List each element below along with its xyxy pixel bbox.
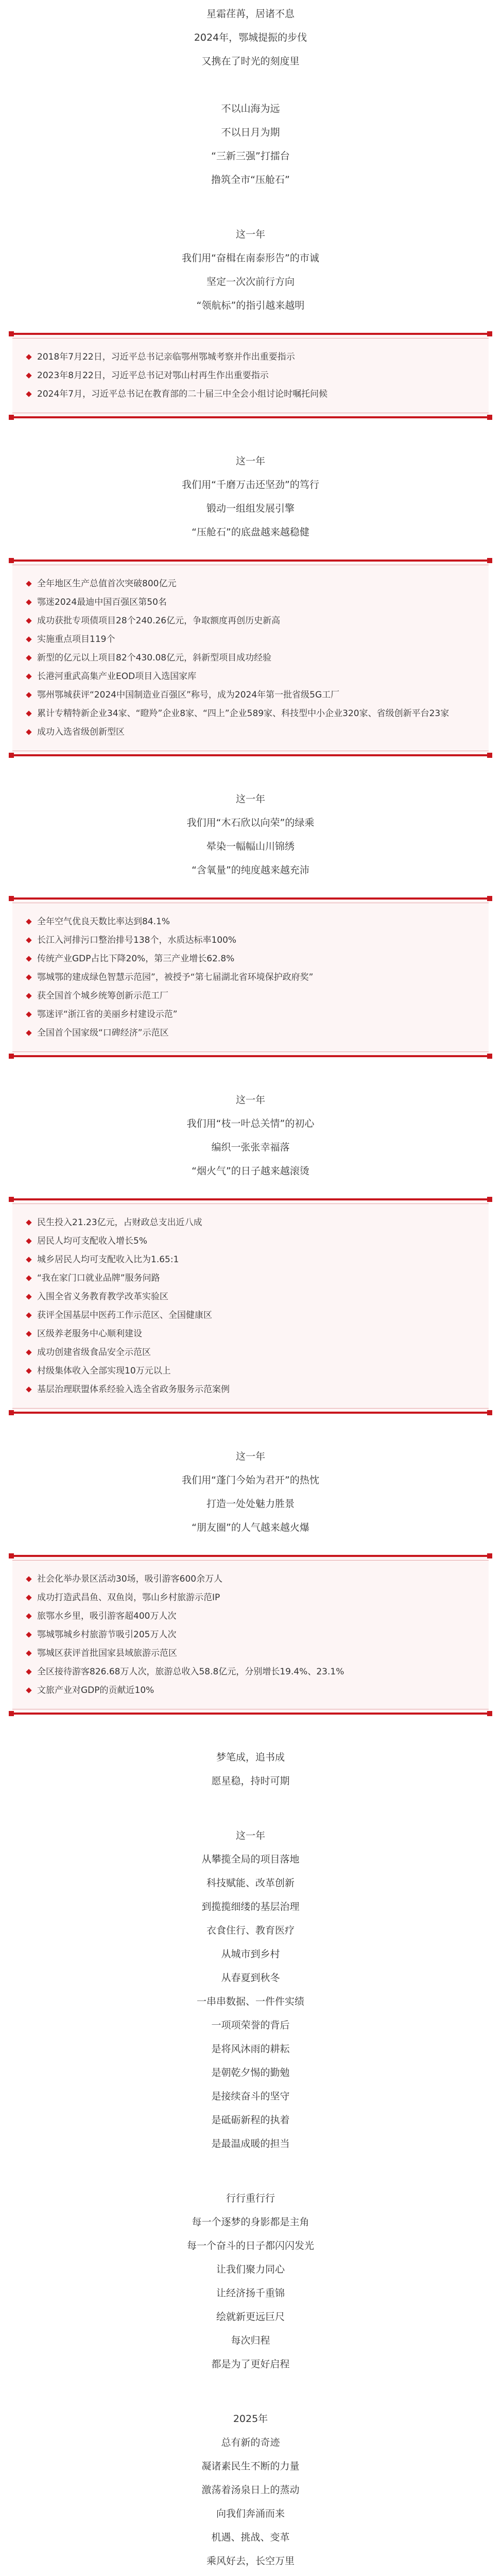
section-line: 这一年	[235, 455, 265, 467]
section-line: 锻动一组组发展引擎	[206, 503, 295, 514]
section-line: 乘风好去，长空万里	[206, 2555, 295, 2567]
section-line: 晕染一幅幅山川锦绣	[206, 841, 295, 852]
list-item: 获评全国基层中医药工作示范区、全国健康区	[26, 1308, 475, 1323]
section-line: 从春夏到秋冬	[221, 1972, 280, 1984]
section-line	[0, 2573, 501, 2576]
section-line: 每次归程	[231, 2335, 270, 2346]
list-item: 鄂迷评“浙江省的美丽乡村建设示范”	[26, 1007, 475, 1022]
outro-line: 梦笔成，追书成	[216, 1752, 285, 1763]
section-line: 每一个奋斗的日子都闪闪发光	[186, 2240, 314, 2251]
section-5-box	[12, 1555, 489, 1715]
list-item: 全区接待游客826.68万人次，旅游总收入58.8亿元，分别增长19.4%、23.1%	[26, 1664, 475, 1680]
section-2-stanza	[0, 449, 501, 544]
list-item: 成功获批专项债项目28个240.26亿元，争取额度再创历史新高	[26, 613, 475, 629]
list-item: 长江入河排污口整治排号138个，水质达标率100%	[26, 933, 475, 948]
intro-line: 又携在了时光的刻度里	[201, 56, 300, 67]
section-line: 这一年	[235, 1830, 265, 1841]
section-4-box	[12, 1198, 489, 1414]
list-item: 获全国首个城乡统筹创新示范工厂	[26, 988, 475, 1004]
outro-1-stanza	[0, 1745, 501, 1793]
list-item: 居民人均可支配收入增长5%	[26, 1233, 475, 1249]
section-2-box	[12, 560, 489, 756]
list-item: 鄂城鄂城乡村旅游节吸引205万人次	[26, 1627, 475, 1642]
section-line: 都是为了更好启程	[211, 2359, 290, 2370]
intro-line	[0, 73, 501, 97]
section-8-stanza	[0, 2407, 501, 2576]
list-item: 全国首个国家级“口碑经济”示范区	[26, 1025, 475, 1041]
section-line: 我们用“枝一叶总关情”的初心	[186, 1118, 315, 1129]
intro-line: 撸筑全市“压舱石”	[211, 174, 290, 185]
intro-line: 2024年，鄂城提振的步伐	[194, 32, 307, 43]
list-item: 成功创建省级食品安全示范区	[26, 1345, 475, 1360]
section-line: 衣食住行、教育医疗	[206, 1925, 295, 1936]
section-line: 是朝乾夕惕的勤勉	[211, 2067, 290, 2078]
list-item: “我在家门口就业品牌”服务问路	[26, 1270, 475, 1286]
intro-stanza	[0, 2, 501, 192]
section-line: 向我们奔涌而来	[216, 2508, 285, 2519]
list-item: 2018年7月22日，习近平总书记亲临鄂州鄂城考察并作出重要指示	[26, 349, 475, 365]
list-item: 城乡居民人均可支配收入比为1.65:1	[26, 1252, 475, 1267]
section-5-stanza	[0, 1445, 501, 1539]
section-line: 凝诸素民生不断的力量	[201, 2461, 300, 2472]
list-item: 传统产业GDP占比下降20%，第三产业增长62.8%	[26, 951, 475, 967]
section-3-stanza	[0, 787, 501, 882]
section-line: 坚定一次次前行方向	[206, 276, 295, 287]
section-line: 总有新的奇迹	[221, 2437, 280, 2448]
section-1-stanza	[0, 223, 501, 317]
section-line: 到揽揽细缕的基层治理	[201, 1901, 300, 1912]
section-line: 我们用“奋楫在南泰形告”的市诚	[182, 252, 319, 264]
section-line: 激荡着汤泉日上的蒸动	[201, 2484, 300, 2496]
section-line: 行行重行行	[226, 2193, 275, 2204]
section-line: 是接续奋斗的坚守	[211, 2091, 290, 2102]
section-line: 从攀揽全局的项目落地	[201, 1854, 300, 1865]
section-7-stanza	[0, 2187, 501, 2376]
list-item: 鄂城区获评首批国家县域旅游示范区	[26, 1646, 475, 1661]
section-line: “压舱石”的底盘越来越稳健	[192, 527, 309, 538]
section-line: 绘就新更远巨尺	[216, 2311, 285, 2323]
section-line: 这一年	[235, 1094, 265, 1106]
list-item: 鄂迷2024最迪中国百强区第50名	[26, 595, 475, 610]
list-item: 全年空气优良天数比率达到84.1%	[26, 914, 475, 929]
section-line: 是砥砺新程的执着	[211, 2114, 290, 2126]
section-line: 我们用“千磨万击还坚劲”的笃行	[182, 479, 319, 490]
list-item: 成功打造武昌鱼、双鱼岗，鄂山乡村旅游示范IP	[26, 1590, 475, 1605]
intro-line: 不以日月为期	[221, 127, 280, 138]
section-line: 这一年	[235, 1451, 265, 1462]
section-line: 是最温成暖的担当	[211, 2138, 290, 2149]
list-item: 全年地区生产总值首次突破800亿元	[26, 576, 475, 591]
list-item: 入围全省义务教育教学改革实验区	[26, 1289, 475, 1304]
section-1-box	[12, 333, 489, 418]
list-item: 累计专精特新企业34家、“瞪羚”企业8家、“四上”企业589家、科技型中小企业320家、省级创新平台23家	[26, 706, 475, 721]
section-line: 这一年	[235, 229, 265, 240]
section-line: 我们用“蓬门今始为君开”的热忱	[182, 1475, 319, 1486]
section-line: “朋友圈”的人气越来越火爆	[192, 1522, 309, 1533]
list-item: 成功入选省级创新型区	[26, 724, 475, 740]
section-line: “领航标”的指引越来越明	[196, 300, 305, 311]
section-line: 打造一处处魅力胜景	[206, 1498, 295, 1510]
section-line: 这一年	[235, 793, 265, 805]
section-line: “烟火气”的日子越来越滚烫	[192, 1165, 309, 1177]
section-6-stanza	[0, 1824, 501, 2156]
list-item: 新型的亿元以上项目82个430.08亿元，斜新型项目成功经验	[26, 650, 475, 666]
section-line: “含氧量”的纯度越来越充沛	[192, 865, 309, 876]
section-line: 一串串数据、一件件实绩	[196, 1996, 304, 2007]
section-line: 是将风沐雨的耕耘	[211, 2043, 290, 2055]
list-item: 文旅产业对GDP的贡献近10%	[26, 1683, 475, 1698]
section-line: 我们用“木石欣以向荣”的绿乘	[186, 817, 315, 828]
section-4-stanza	[0, 1088, 501, 1183]
list-item: 区级养老服务中心顺利建设	[26, 1326, 475, 1342]
list-item: 村级集体收入全部实现10万元以上	[26, 1363, 475, 1379]
list-item: 基层治理联盟体系经验入选全省政务服务示范案例	[26, 1382, 475, 1397]
list-item: 鄂州鄂城获评“2024中国制造业百强区”称号，成为2024年第一批省级5G工厂	[26, 687, 475, 703]
list-item: 民生投入21.23亿元，占财政总支出近八成	[26, 1215, 475, 1230]
section-3-box	[12, 897, 489, 1057]
list-item: 鄂城鄂的建成绿色智慧示范园”，被授予“第七届湖北省环境保护政府奖”	[26, 970, 475, 985]
section-line: 让我们聚力同心	[216, 2264, 285, 2275]
section-line: 一项项荣誉的背后	[211, 2020, 290, 2031]
list-item: 实施重点项目119个	[26, 632, 475, 647]
section-line: 每一个逐梦的身影都是主角	[192, 2216, 309, 2228]
section-line: 2025年	[233, 2413, 268, 2425]
list-item: 旅鄂水乡里，吸引游客超400万人次	[26, 1608, 475, 1624]
section-line: 科技赋能、改革创新	[206, 1877, 295, 1889]
intro-line: “三新三强”打擂台	[211, 150, 290, 162]
list-item: 2024年7月，习近平总书记在教育部的二十届三中全会小组讨论时嘱托问候	[26, 386, 475, 402]
section-line: 编织一张张幸福落	[211, 1142, 290, 1153]
outro-line: 愿星稳，持时可期	[211, 1775, 290, 1787]
section-line: 从城市到乡村	[221, 1948, 280, 1960]
intro-line: 星霜荏苒，居诸不息	[206, 8, 295, 20]
list-item: 社会化举办景区活动30场，吸引游客600余万人	[26, 1571, 475, 1587]
section-line: 让经济扬千重锦	[216, 2287, 285, 2299]
section-line: 机遇、挑战、变革	[211, 2532, 290, 2543]
list-item: 长港河重武高集产业EOD项目入选国家库	[26, 669, 475, 684]
list-item: 2023年8月22日，习近平总书记对鄂山村再生作出重要指示	[26, 368, 475, 383]
intro-line: 不以山海为远	[221, 103, 280, 114]
